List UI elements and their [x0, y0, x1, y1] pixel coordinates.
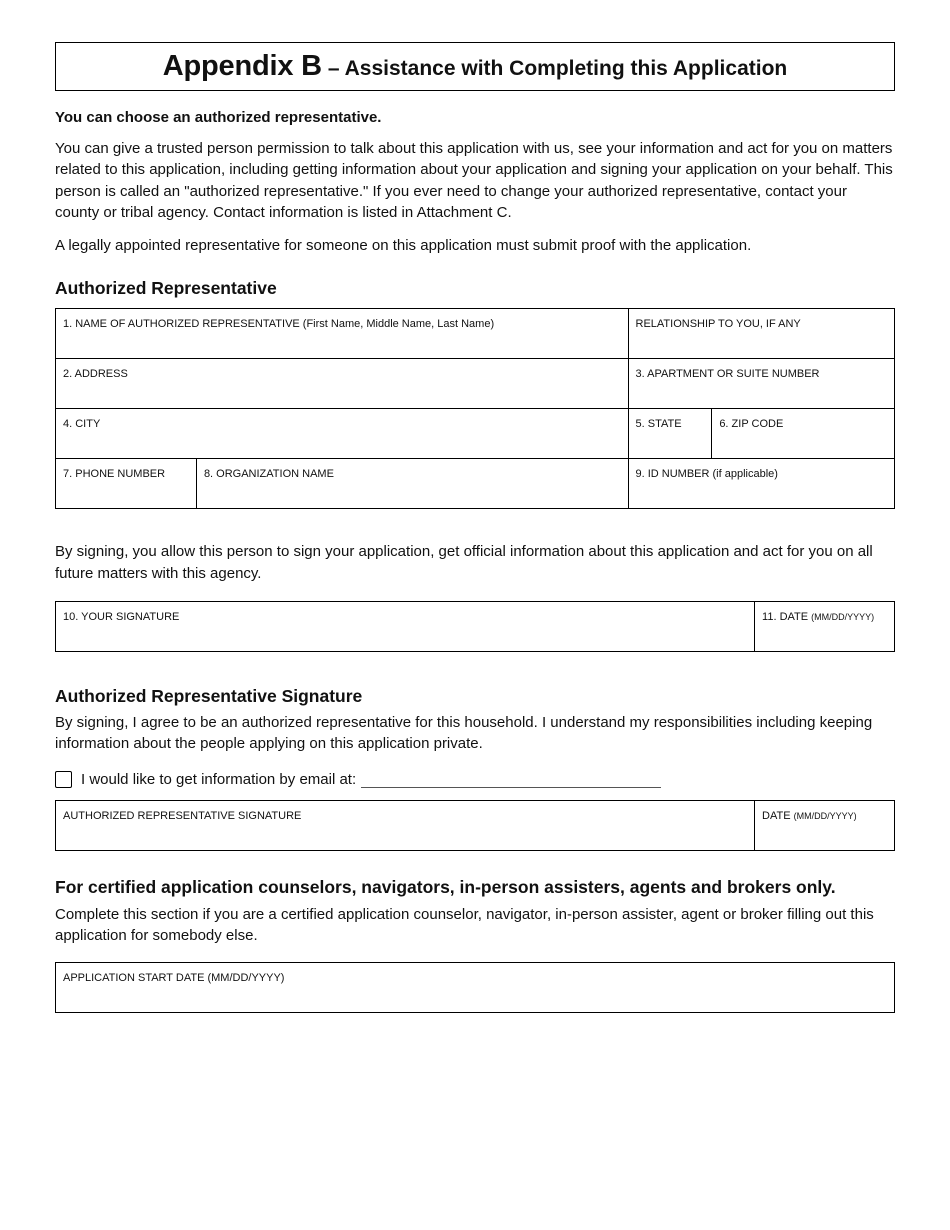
authorized-representative-heading: Authorized Representative [55, 278, 277, 299]
rep-signature-field-label: AUTHORIZED REPRESENTATIVE SIGNATURE [63, 809, 302, 822]
organization-field-label: 8. ORGANIZATION NAME [203, 468, 334, 481]
counselor-heading: For certified application counselors, navigators, in-person assisters, agents and brokers only. [55, 876, 836, 897]
relationship-field[interactable] [628, 309, 894, 358]
zip-field[interactable] [711, 409, 894, 458]
date-label-text: 11. DATE [762, 611, 809, 624]
rep-signature-paragraph: By signing, I agree to be an authorized representative for this household. I understand my responsibilities including keeping information about the people applying on this application private. [55, 714, 873, 753]
date-format-hint: (MM/DD/YYYY) [811, 612, 875, 623]
application-start-date-field[interactable] [56, 963, 894, 1012]
table-row [56, 602, 894, 651]
organization-field[interactable] [196, 459, 628, 508]
apartment-field-label: 3. APARTMENT OR SUITE NUMBER [635, 368, 820, 381]
phone-field[interactable] [56, 459, 196, 508]
date-format-hint: (MM/DD/YYYY) [793, 810, 857, 821]
zip-field-label: 6. ZIP CODE [719, 418, 784, 431]
title-box [55, 42, 895, 91]
your-signature-field-label: 10. YOUR SIGNATURE [63, 611, 180, 624]
your-signature-table [55, 601, 895, 652]
relationship-field-label: RELATIONSHIP TO YOU, IF ANY [635, 318, 801, 331]
table-row [56, 458, 894, 508]
apartment-field[interactable] [628, 359, 894, 408]
email-opt-in-row [55, 771, 895, 788]
date-label-text: DATE [762, 809, 791, 822]
phone-field-label: 7. PHONE NUMBER [63, 468, 166, 481]
rep-signature-date-field[interactable] [754, 801, 894, 850]
page-title-subtitle: – Assistance with Completing this Application [327, 57, 788, 80]
page-title [163, 50, 787, 83]
state-field-label: 5. STATE [635, 418, 682, 431]
page-content [55, 0, 895, 1013]
rep-signature-heading: Authorized Representative Signature [55, 686, 363, 707]
state-field[interactable] [628, 409, 712, 458]
page-title-main: Appendix B [162, 50, 322, 82]
rep-signature-field[interactable] [56, 801, 754, 850]
your-signature-date-label [762, 611, 874, 623]
counselor-paragraph: Complete this section if you are a certified application counselor, navigator, in-person assister, agent or broker filling out this application for somebody else. [55, 905, 874, 944]
application-start-date-label: APPLICATION START DATE (MM/DD/YYYY) [63, 972, 285, 985]
table-row [56, 358, 894, 408]
your-signature-date-field[interactable] [754, 602, 894, 651]
your-signature-field[interactable] [56, 602, 754, 651]
name-field-label: 1. NAME OF AUTHORIZED REPRESENTATIVE (First Name, Middle Name, Last Name) [63, 318, 495, 331]
intro-paragraph-1: You can give a trusted person permission to talk about this application with us, see your information and act for you on matters related to this application, including getting information about your application and signing your application on your behalf. This person is called an "authorized representative." If you ever need to change your authorized representative, contact your county or tribal agency. Contact information is listed in Attachment C. [55, 140, 893, 221]
email-input-line[interactable] [361, 771, 661, 788]
id-number-field-label: 9. ID NUMBER (if applicable) [635, 468, 778, 481]
city-field[interactable] [56, 409, 628, 458]
table-row [56, 309, 894, 358]
address-field[interactable] [56, 359, 628, 408]
table-row [56, 408, 894, 458]
table-row [56, 801, 894, 850]
rep-signature-date-label [762, 810, 857, 822]
intro-paragraph-2: A legally appointed representative for someone on this application must submit proof with the application. [55, 237, 752, 255]
rep-signature-table [55, 800, 895, 851]
email-opt-in-checkbox[interactable] [55, 771, 72, 788]
name-field[interactable] [56, 309, 628, 358]
address-field-label: 2. ADDRESS [63, 368, 128, 381]
table-row [56, 963, 894, 1012]
city-field-label: 4. CITY [63, 418, 101, 431]
id-number-field[interactable] [628, 459, 894, 508]
email-opt-in-label: I would like to get information by email at: [81, 770, 357, 788]
intro-heading: You can choose an authorized representative. [55, 109, 382, 126]
application-start-date-table [55, 962, 895, 1013]
signing-note: By signing, you allow this person to sign your application, get official information about this application and act for you on all future matters with this agency. [55, 543, 873, 582]
authorized-representative-table [55, 308, 895, 509]
